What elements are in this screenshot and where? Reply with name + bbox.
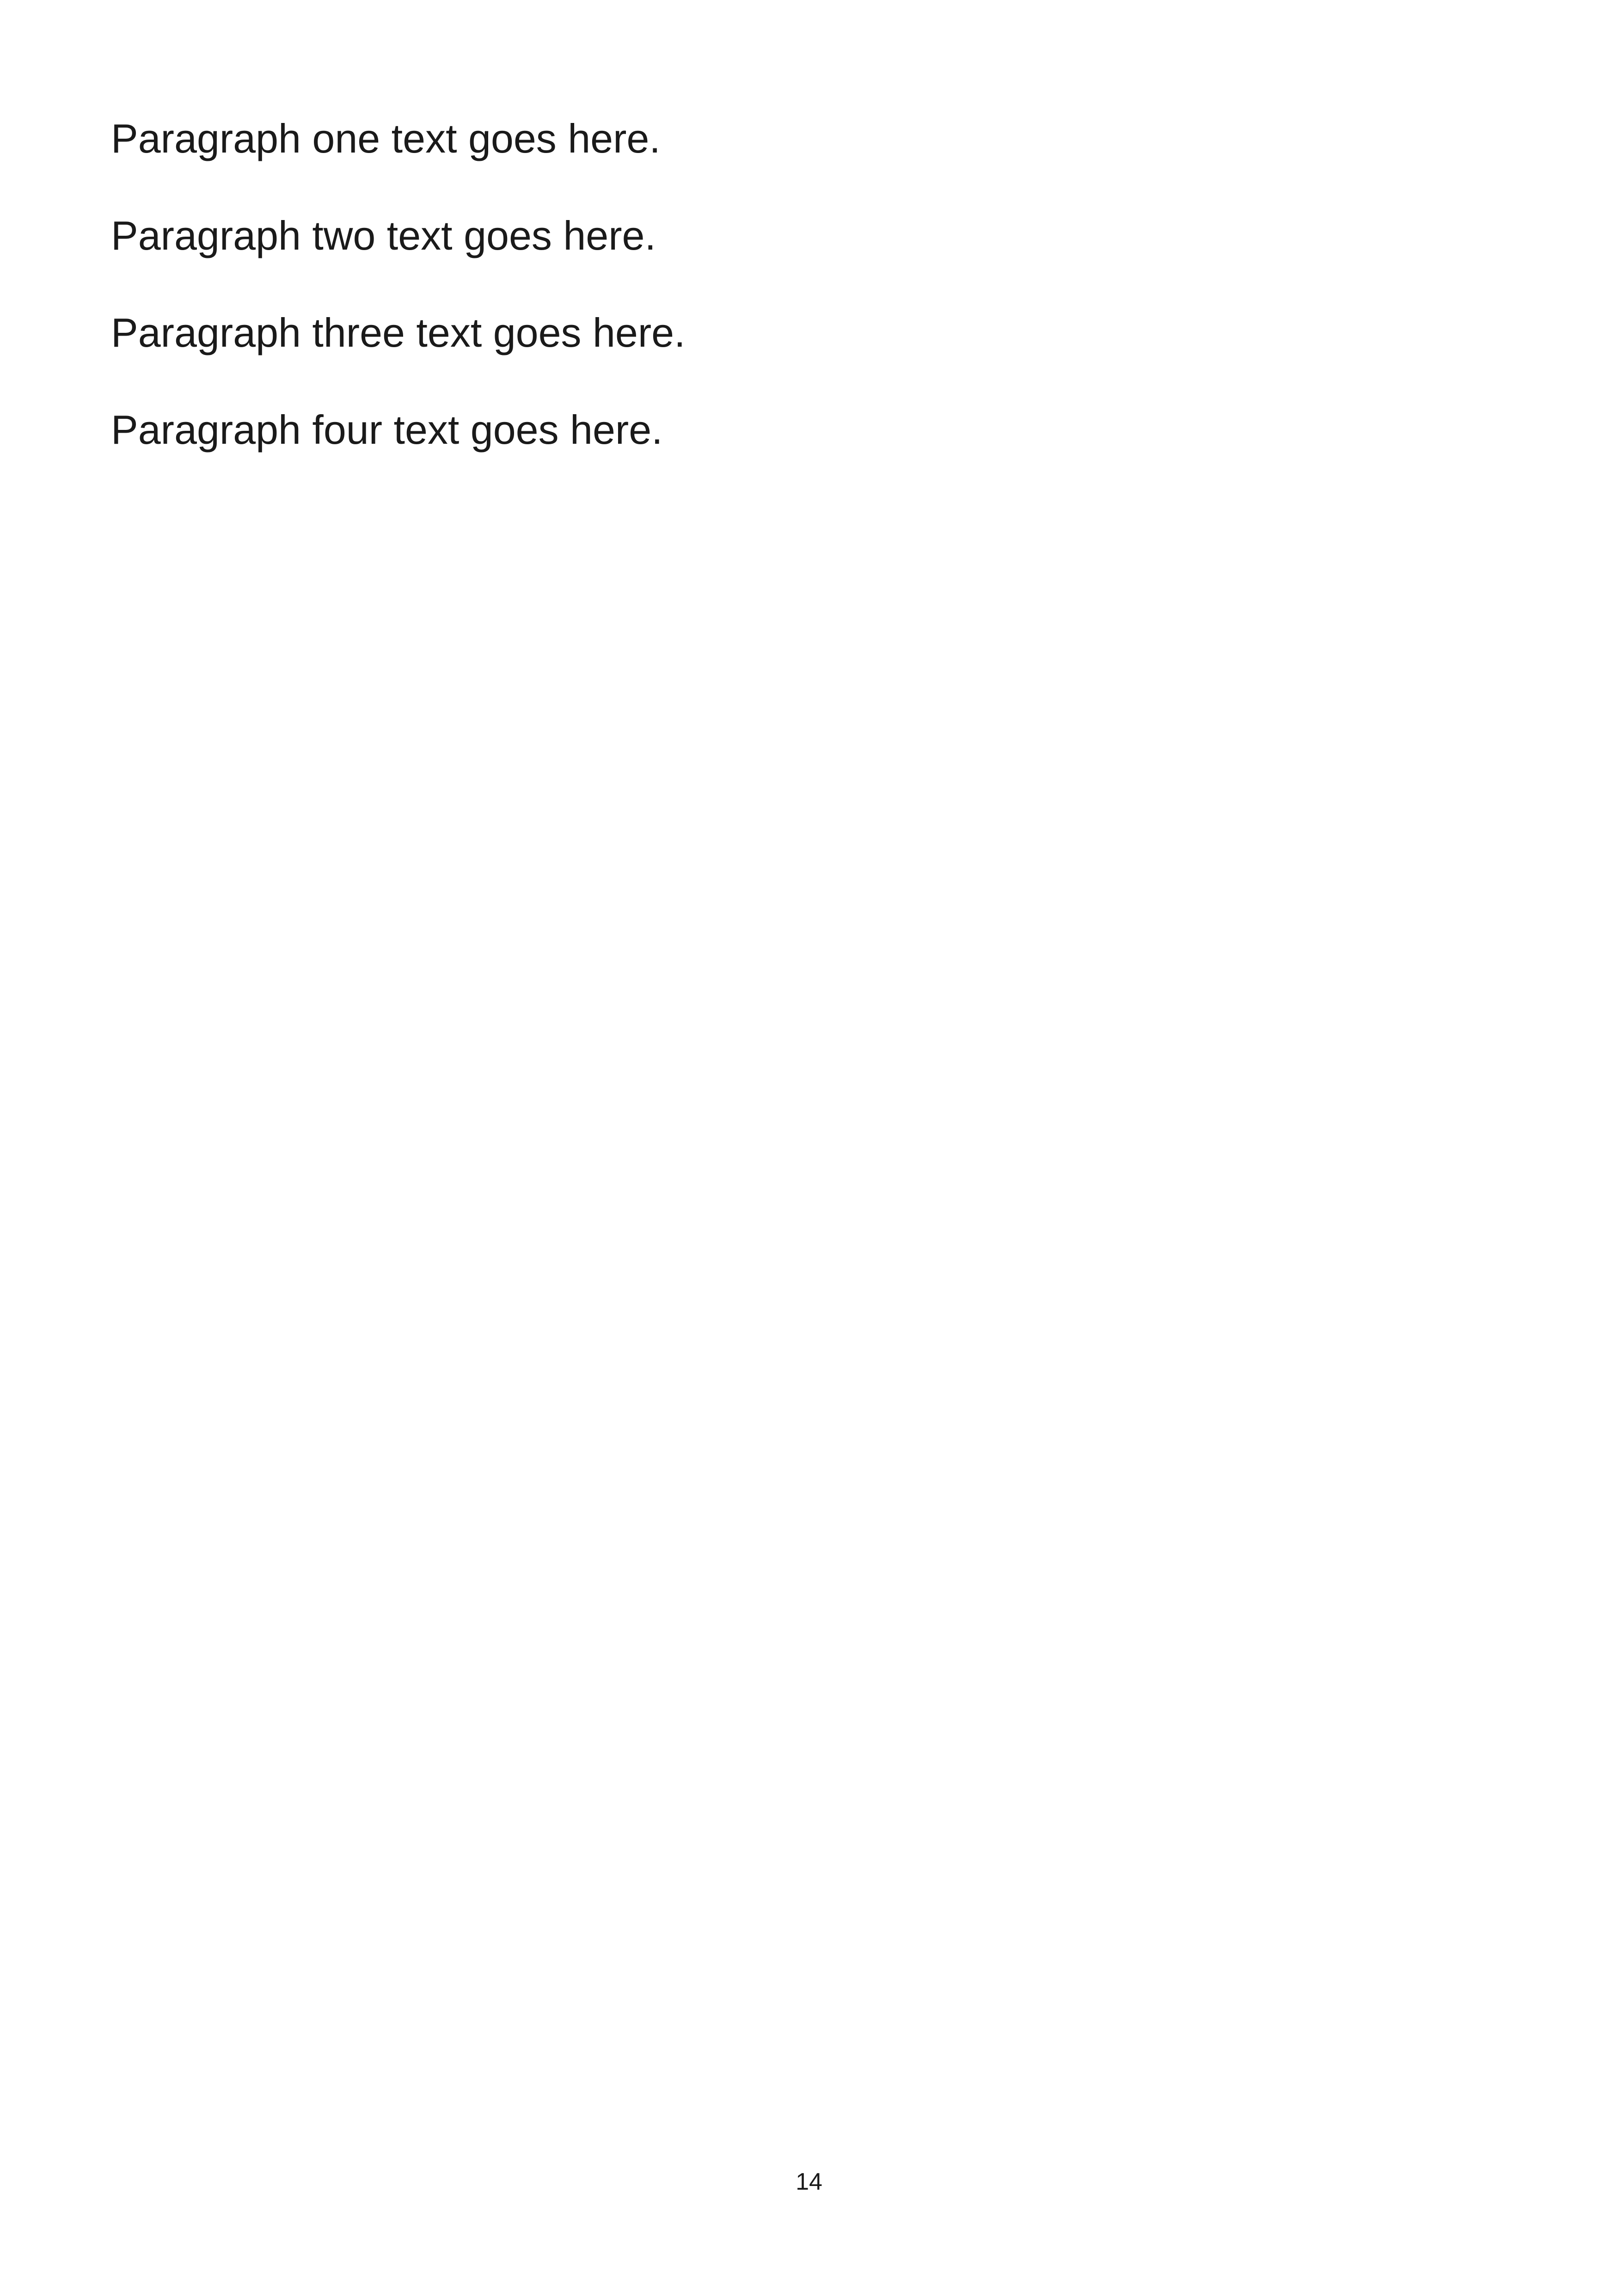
- page-number: 14: [796, 2168, 822, 2195]
- page-body: [111, 106, 1465, 495]
- paragraph: Paragraph two text goes here.: [111, 213, 656, 258]
- paragraph: Paragraph four text goes here.: [111, 407, 663, 453]
- paragraph: Paragraph one text goes here.: [111, 116, 661, 161]
- paragraph: Paragraph three text goes here.: [111, 310, 686, 355]
